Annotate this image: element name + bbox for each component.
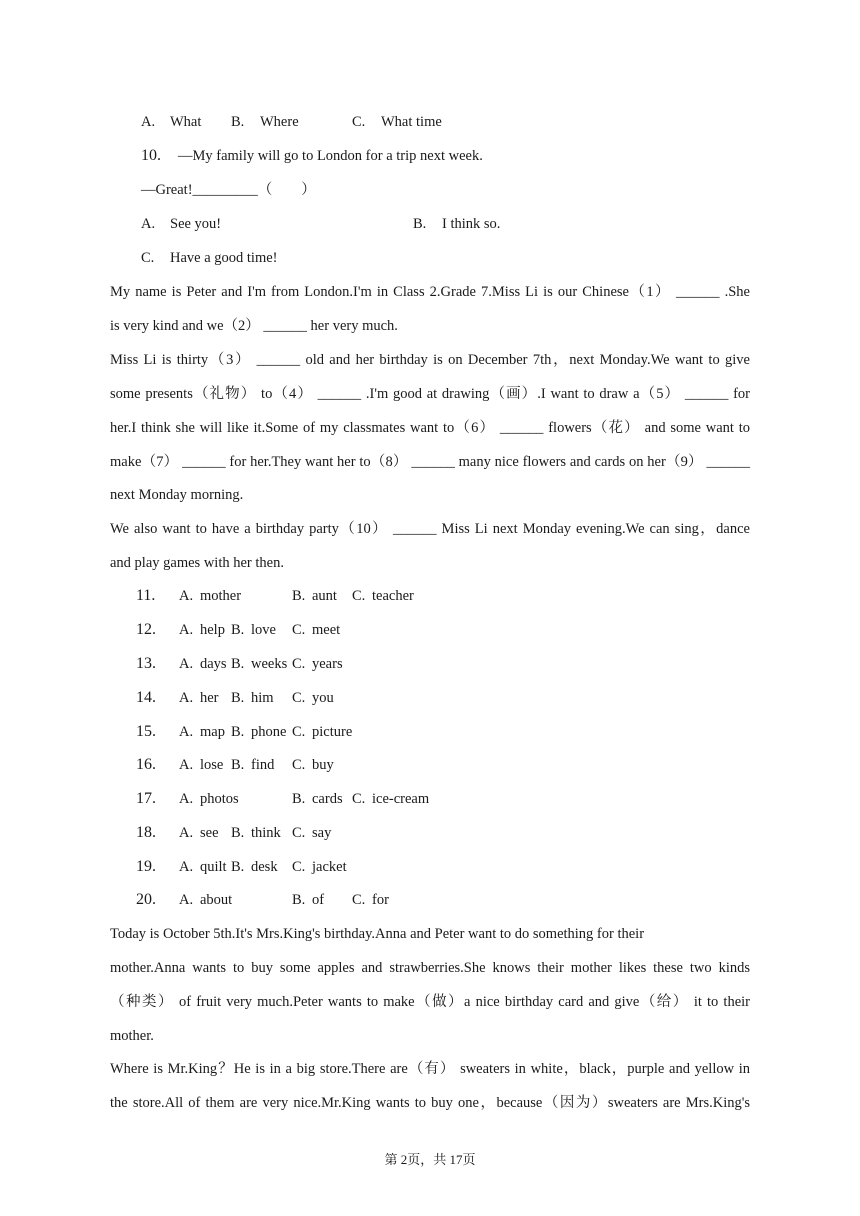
- option-label-c: C.: [292, 757, 306, 773]
- q10-prompt-row: [0, 147, 860, 165]
- choice-option-b: weeks: [251, 656, 288, 672]
- q10-options-c: [0, 249, 860, 267]
- option-label-a: A.: [179, 588, 194, 604]
- choice-option-b: of: [312, 892, 325, 908]
- option-label-b: B.: [292, 588, 306, 604]
- option-label-c: C.: [352, 791, 366, 807]
- passage1-line-6: make（7） ______ for her.They want her to（8） ______ many nice flowers and cards on her（9） ______: [110, 454, 750, 470]
- passage2-line-5: Where is Mr.King？He is in a big store.There are（有） sweaters in white，black，purple and yellow in: [110, 1061, 750, 1077]
- option-label-a: A.: [179, 859, 194, 875]
- choice-number: 17.: [136, 790, 156, 807]
- choice-option-c: years: [312, 656, 343, 672]
- q10-option-a: See you!: [170, 216, 222, 232]
- choice-number: 18.: [136, 824, 156, 841]
- option-label-a: A.: [179, 690, 194, 706]
- choice-row: [0, 655, 860, 673]
- choice-option-c: ice-cream: [372, 791, 430, 807]
- choice-number: 14.: [136, 689, 156, 706]
- q9-options: [0, 113, 860, 131]
- passage2-line-1: Today is October 5th.It's Mrs.King's birthday.Anna and Peter want to do something for their: [110, 926, 645, 942]
- choice-option-b: think: [251, 825, 281, 841]
- choice-row: [0, 790, 860, 808]
- choice-option-a: about: [200, 892, 233, 908]
- option-label-a: A.: [141, 114, 156, 130]
- passage1-line-5: her.I think she will like it.Some of my classmates want to（6） ______ flowers（花） and some want to: [110, 420, 750, 436]
- option-label-a: A.: [179, 892, 194, 908]
- choice-number: 13.: [136, 655, 156, 672]
- option-label-b: B.: [231, 656, 245, 672]
- choice-option-a: help: [200, 622, 225, 638]
- option-label-c: C.: [352, 892, 366, 908]
- option-label-c: C.: [292, 690, 306, 706]
- choice-row: [0, 858, 860, 876]
- passage2-line-3: （种类） of fruit very much.Peter wants to make（做）a nice birthday card and give（给） it to their: [110, 994, 750, 1010]
- passage1-line-1: My name is Peter and I'm from London.I'm in Class 2.Grade 7.Miss Li is our Chinese（1） ______ .She: [110, 284, 750, 300]
- option-label-c: C.: [292, 859, 306, 875]
- choice-option-a: mother: [200, 588, 242, 604]
- q9-option-b: Where: [260, 114, 299, 130]
- option-label-a: A.: [179, 724, 194, 740]
- option-label-a: A.: [179, 656, 194, 672]
- choice-option-b: find: [251, 757, 275, 773]
- q10-number: 10.: [141, 147, 161, 164]
- option-label-b: B.: [231, 114, 245, 130]
- choice-number: 15.: [136, 723, 156, 740]
- option-label-c: C.: [292, 825, 306, 841]
- choice-row: [0, 891, 860, 909]
- choice-option-c: say: [312, 825, 332, 841]
- choice-row: [0, 689, 860, 707]
- choice-option-b: aunt: [312, 588, 337, 604]
- page-footer: 第 2页，共 17页: [384, 1152, 476, 1167]
- passage2-line-4: mother.: [110, 1028, 154, 1044]
- option-label-a: A.: [179, 622, 194, 638]
- option-label-c: C.: [292, 656, 306, 672]
- choice-option-a: days: [200, 656, 227, 672]
- choice-option-a: lose: [200, 757, 224, 773]
- passage1-line-9: and play games with her then.: [110, 555, 284, 571]
- choice-option-b: cards: [312, 791, 343, 807]
- choice-option-a: her: [200, 690, 219, 706]
- choice-option-c: you: [312, 690, 334, 706]
- option-label-c: C.: [352, 114, 366, 130]
- choice-row: [0, 621, 860, 639]
- choice-number: 20.: [136, 891, 156, 908]
- option-label-c: C.: [352, 588, 366, 604]
- q10-options-ab: [0, 215, 860, 233]
- passage1-line-3: Miss Li is thirty（3） ______ old and her birthday is on December 7th，next Monday.We want to give: [110, 352, 750, 368]
- q10-reply: —Great!_________（ ）: [141, 182, 316, 198]
- option-label-c: C.: [292, 724, 306, 740]
- option-label-a: A.: [179, 825, 194, 841]
- choice-number: 16.: [136, 756, 156, 773]
- choice-option-c: for: [372, 892, 389, 908]
- q10-option-c: Have a good time!: [170, 250, 278, 266]
- choice-option-b: love: [251, 622, 276, 638]
- option-label-b: B.: [231, 690, 245, 706]
- choice-option-c: jacket: [312, 859, 347, 875]
- option-label-b: B.: [231, 757, 245, 773]
- passage1-line-7: next Monday morning.: [110, 487, 244, 503]
- option-label-b: B.: [231, 622, 245, 638]
- passage1-line-4: some presents（礼物） to（4） ______ .I'm good at drawing（画）.I want to draw a（5） ______ for: [110, 386, 750, 402]
- option-label-b: B.: [292, 892, 306, 908]
- q10-option-b: I think so.: [442, 216, 501, 232]
- choice-option-c: picture: [312, 724, 353, 740]
- choice-option-b: desk: [251, 859, 278, 875]
- choice-option-c: meet: [312, 622, 341, 638]
- option-label-a: A.: [179, 791, 194, 807]
- choice-number: 19.: [136, 858, 156, 875]
- choice-row: [0, 824, 860, 842]
- choice-row: [0, 723, 860, 741]
- choice-option-c: buy: [312, 757, 334, 773]
- choice-option-c: teacher: [372, 588, 414, 604]
- option-label-a: A.: [141, 216, 156, 232]
- choice-row: [0, 587, 860, 605]
- choice-option-a: see: [200, 825, 219, 841]
- option-label-c: C.: [292, 622, 306, 638]
- choice-option-a: map: [200, 724, 225, 740]
- q9-option-a: What: [170, 114, 202, 130]
- choice-option-a: quilt: [200, 859, 227, 875]
- choice-option-a: photos: [200, 791, 239, 807]
- option-label-b: B.: [231, 724, 245, 740]
- q9-option-c: What time: [381, 114, 442, 130]
- option-label-b: B.: [292, 791, 306, 807]
- passage1-line-2: is very kind and we（2） ______ her very much.: [110, 318, 398, 334]
- choice-row: [0, 756, 860, 774]
- choice-number: 12.: [136, 621, 156, 638]
- q10-reply-row: [0, 181, 860, 199]
- option-label-b: B.: [413, 216, 427, 232]
- q10-prompt: —My family will go to London for a trip next week.: [178, 148, 483, 164]
- passage1-line-8: We also want to have a birthday party（10） ______ Miss Li next Monday evening.We can sing，dance: [110, 521, 750, 537]
- passage2-line-2: mother.Anna wants to buy some apples and strawberries.She knows their mother likes these two kinds: [110, 960, 750, 976]
- option-label-a: A.: [179, 757, 194, 773]
- option-label-b: B.: [231, 825, 245, 841]
- choice-number: 11.: [136, 587, 156, 604]
- choice-option-b: him: [251, 690, 274, 706]
- option-label-b: B.: [231, 859, 245, 875]
- option-label-c: C.: [141, 250, 155, 266]
- passage2-line-6: the store.All of them are very nice.Mr.King wants to buy one，because（因为）sweaters are Mrs.King's: [110, 1095, 750, 1111]
- choice-option-b: phone: [251, 724, 287, 740]
